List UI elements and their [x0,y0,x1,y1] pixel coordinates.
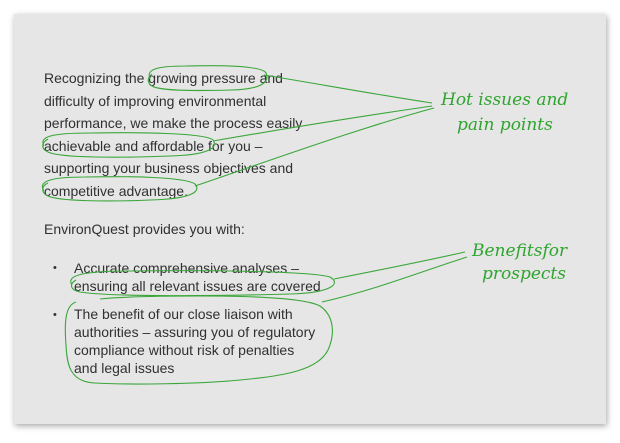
paragraph-line: Recognizing the growing pressure and [44,70,283,86]
bullet-line: authorities – assuring you of regulatory [74,324,316,340]
bullet-line: ensuring all relevant issues are covered [74,278,321,294]
paragraph-line: supporting your business objectives and [44,160,294,176]
bullet-marker: • [53,262,57,274]
bullet-marker: • [53,309,57,321]
annotation-benefits-line2: prospects [482,264,566,284]
paragraph-line: performance, we make the process easily [44,115,303,131]
list-intro: EnvironQuest provides you with: [44,221,245,237]
bullet-line: Accurate comprehensive analyses – [74,260,299,276]
paragraph-line: difficulty of improving environmental [44,92,267,109]
bullet-line: and legal issues [74,360,175,376]
annotation-hot-issues-line2: pain points [457,115,553,135]
bullet-line: The benefit of our close liaison with [74,306,293,322]
paragraph-line: competitive advantage. [44,182,188,199]
bullet-line: compliance without risk of penalties [74,342,295,358]
annotation-hot-issues-line1: Hot issues and [441,90,569,110]
annotation-benefits-line1: Benefitsfor [472,241,568,261]
paragraph-line: achievable and affordable for you – [44,137,263,154]
